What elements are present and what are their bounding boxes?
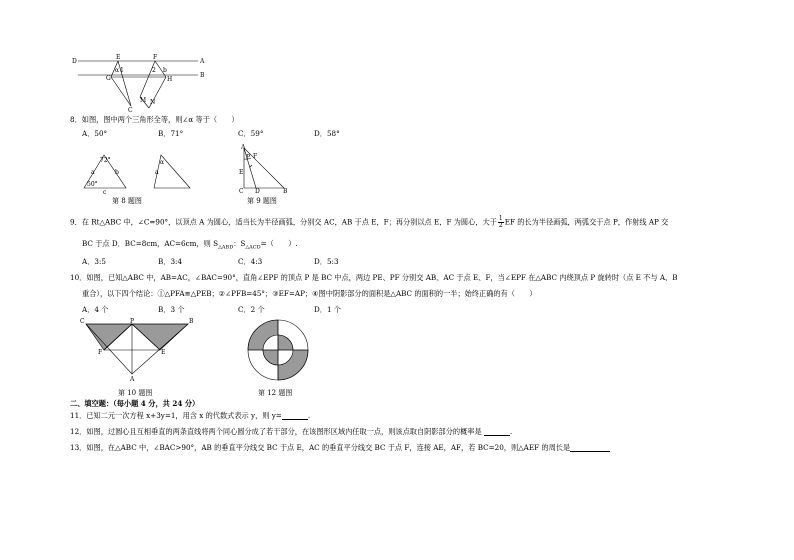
q9-line2-part3: =（ ）. (260, 239, 298, 248)
section2-title: 二、填空题： (70, 399, 114, 408)
q9-line1 (70, 216, 668, 229)
q12-text: 12．如图，过圆心且互相垂直的两条直线将两个同心圆分成了若干部分，在该图形区域内任取一点，则该点取自阴影部分的概率是 (70, 427, 482, 436)
fig10-figure (78, 318, 198, 382)
q8-option-a[interactable]: A．50° (82, 129, 108, 138)
fig9-triangle (236, 145, 296, 197)
label-D: D (72, 58, 77, 65)
top-parallel-figure (70, 52, 210, 112)
fig10-label-F: F (98, 349, 103, 356)
fig8-caption: 第 8 题图 (112, 197, 142, 205)
q11 (70, 412, 310, 420)
section2-heading (70, 400, 199, 407)
fig8-label-a1: a (91, 169, 95, 176)
q13-text: 13．如图，在△ABC 中，∠BAC>90°，AB 的垂直平分线交 BC 于点 E，AC 的垂直平分线交 BC 于点 F，连接 AE，AF，若 BC=20，则△AEF 的周长是 (70, 443, 571, 452)
fig8-angle-72: 72° (100, 157, 111, 164)
q10-option-c[interactable]: C．2 个 (238, 305, 265, 314)
fig9-label-F: F (253, 153, 258, 160)
q10-line2: 重合），以下四个结论：①△PFA≌△PEB；②∠PFB=45°；③EF=AP；④图中阴影部分的面积是△ABC 的面积的一半；始终正确的有（ ） (82, 289, 537, 298)
q11-end: . (307, 411, 311, 420)
fig8-label-b: b (115, 169, 119, 176)
fig9-caption: 第 9 题图 (247, 197, 277, 205)
q13 (70, 444, 610, 452)
q9-option-c[interactable]: C．4:3 (238, 257, 263, 266)
fig9-label-B: B (283, 188, 288, 195)
fig10-shade-left (86, 324, 132, 350)
label-C: C (128, 107, 133, 114)
label-G: G (106, 75, 111, 82)
q9-frac-numerator: 1 (498, 215, 503, 222)
q9-sub-abd: △ABD (218, 244, 234, 251)
fig9-label-C: C (239, 188, 244, 195)
fig12-caption: 第 12 题图 (258, 389, 293, 397)
fig8-triangles (82, 150, 202, 195)
fig9-label-E: E (239, 169, 244, 176)
q13-answer-blank[interactable] (570, 444, 610, 452)
fig8-label-a2: a (155, 169, 159, 176)
fig8-alpha: α (160, 159, 165, 166)
label-N: N (150, 99, 156, 106)
fig10-label-B: B (189, 318, 194, 325)
q9-line2 (82, 240, 298, 250)
q9-option-d[interactable]: D．5:3 (314, 257, 339, 266)
q10-option-a[interactable]: A．4 个 (82, 305, 109, 314)
q11-text: 11．已知二元一次方程 x+3y=1，用含 x 的代数式表示 y，则 y= (70, 411, 282, 420)
q9-option-b[interactable]: B．3:4 (158, 257, 183, 266)
q8-stem: 8．如图，图中两个三角形全等，则∠α 等于（ ） (70, 115, 239, 124)
q9-option-a[interactable]: A．3:5 (82, 257, 106, 266)
q12-end: . (509, 427, 513, 436)
q9-fraction (498, 216, 504, 229)
q8-option-d[interactable]: D．58° (314, 129, 340, 138)
fig9-label-P: P (246, 154, 251, 161)
q12 (70, 428, 512, 436)
label-E: E (116, 54, 121, 61)
q10-option-d[interactable]: D．1 个 (314, 305, 341, 314)
fig8-angle-50: 50° (87, 181, 98, 188)
q9-line2-part2: ：S (233, 239, 246, 248)
q8-option-c[interactable]: C．59° (238, 129, 264, 138)
fig10-label-P: P (130, 318, 135, 325)
label-b: b (163, 67, 167, 74)
fig9-label-A: A (241, 144, 246, 151)
fig12-circles (247, 319, 309, 381)
q10-option-b[interactable]: B．3 个 (158, 305, 185, 314)
q9-frac-denominator: 2 (498, 222, 503, 229)
q9-line1-part1: 9．在 Rt△ABC 中，∠C=90°，以顶点 A 为圆心，适当长为半径画弧，分别交 AC，AB 于点 E，F；再分别以点 E，F 为圆心，大于 (70, 217, 497, 227)
q12-answer-blank[interactable] (484, 427, 513, 436)
label-1: 1 (120, 67, 124, 74)
q9-line1-part2: EF 的长为半径画弧，两弧交于点 P，作射线 AP 交 (504, 217, 669, 227)
fig10-label-C: C (80, 318, 85, 325)
label-F: F (153, 54, 158, 61)
label-M: M (140, 97, 147, 104)
section2-note: （每小题 4 分，共 24 分） (113, 399, 200, 408)
q9-sub-acd: △ACD (245, 244, 261, 251)
fig10-label-E: E (161, 349, 166, 356)
fig10-label-A: A (130, 376, 135, 383)
label-A: A (200, 58, 205, 65)
q9-line2-part1: BC 于点 D．BC=8cm，AC=6cm，则 S (82, 239, 219, 248)
fig8-label-c: c (103, 189, 107, 196)
fig10-shade-right (132, 324, 188, 350)
fig10-caption: 第 10 题图 (118, 389, 153, 397)
label-alpha: α (115, 67, 120, 74)
label-H: H (167, 76, 173, 83)
label-2: 2 (152, 67, 156, 74)
fig9-label-D: D (255, 188, 260, 195)
q8-option-b[interactable]: B．71° (158, 129, 184, 138)
q10-line1: 10．如图，已知△ABC 中，AB=AC，∠BAC=90°，直角∠EPF 的顶点 P 是 BC 中点，两边 PE、PF 分别交 AB、AC 于点 E、F，当∠EPF 在△ABC 内绕顶点 P 旋转时（点 E 不与 A、B (70, 273, 678, 282)
label-B: B (200, 72, 205, 79)
q11-answer-blank[interactable] (282, 411, 311, 420)
